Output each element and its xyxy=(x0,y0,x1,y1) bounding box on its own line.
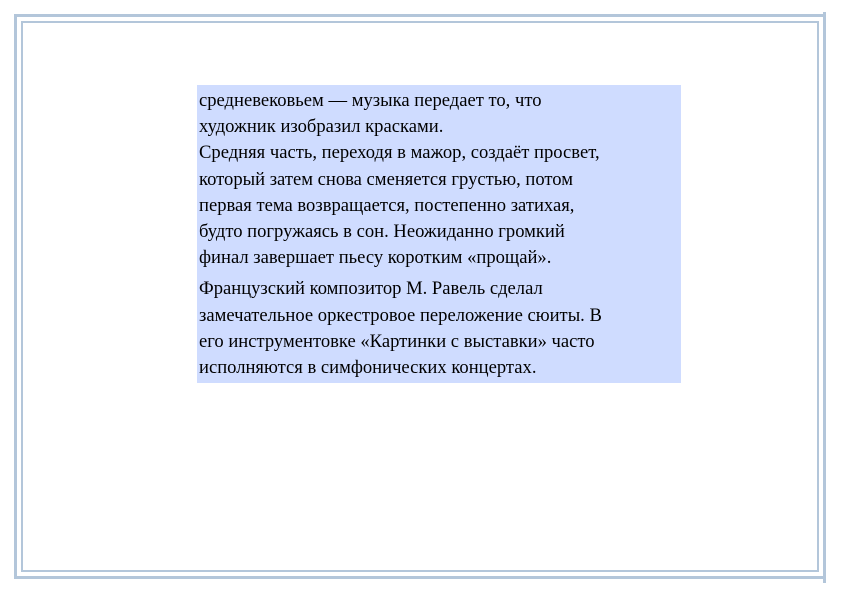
paragraph-intro: средневековьем — музыка передает то, что художник изобразил красками. xyxy=(199,90,542,138)
paragraph-ravel: Французский композитор М. Равель сделал замечательное оркестровое переложение сюиты. В его инструментовке «Картинки с выставки» часто исполняются в симфонических концертах. xyxy=(199,278,602,379)
paragraph-middle-part: Средняя часть, переходя в мажор, создаёт просвет, который затем снова сменяется грустью, потом первая тема возвращается, постепенно затихая, будто погружаясь в сон. Неожиданно громкий финал завершает пьесу коротким «прощай». xyxy=(199,142,600,269)
body-text-box xyxy=(197,85,681,383)
frame-corner-line-top-right xyxy=(823,12,826,20)
frame-corner-line-bottom-right xyxy=(823,577,826,583)
